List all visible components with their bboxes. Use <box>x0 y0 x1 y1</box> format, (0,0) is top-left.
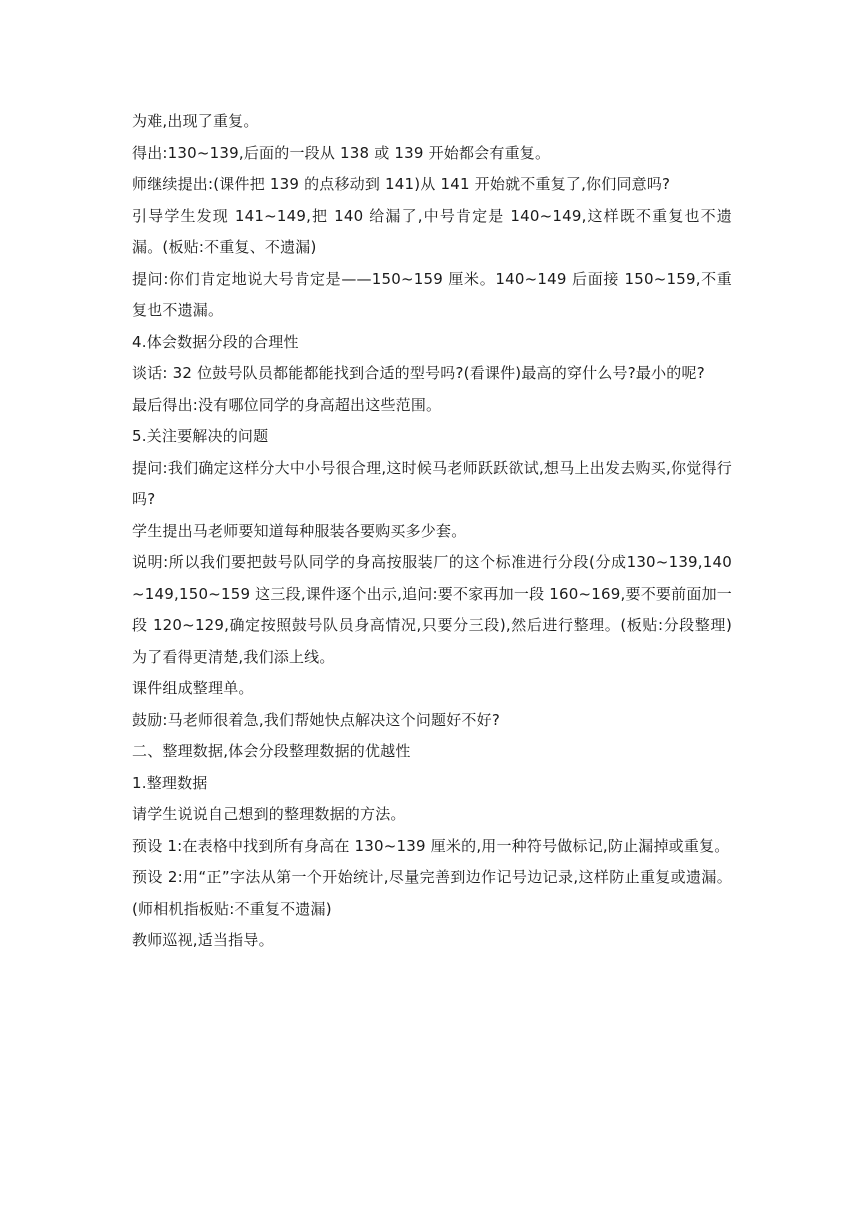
paragraph-conclusion-130-139: 得出:130~139,后面的一段从 138 或 139 开始都会有重复。 <box>132 143 551 162</box>
paragraph-talk: 谈话: 32 位鼓号队员都能都能找到合适的型号吗?(看课件)最高的穿什么号?最小的呢? <box>132 364 705 382</box>
paragraph-repetition: 为难,出现了重复。 <box>132 112 259 130</box>
paragraph-methods: 请学生说说自己想到的整理数据的方法。 <box>132 805 406 823</box>
section-heading-1: 1.整理数据 <box>132 773 208 792</box>
paragraph-final-conclusion: 最后得出:没有哪位同学的身高超出这些范围。 <box>132 395 442 414</box>
section-heading-5: 5.关注要解决的问题 <box>132 427 269 445</box>
paragraph-teacher-patrol: 教师巡视,适当指导。 <box>132 931 274 949</box>
paragraph-student-proposal: 学生提出马老师要知道每种服装各要购买多少套。 <box>132 521 467 540</box>
paragraph-guide-students: 引导学生发现 141~149,把 140 给漏了,中号肯定是 140~149,这样既不重复也不遗漏。(板贴:不重复、不遗漏) <box>132 206 732 256</box>
section-heading-4: 4.体会数据分段的合理性 <box>132 332 299 351</box>
paragraph-explanation: 说明:所以我们要把鼓号队同学的身高按服装厂的这个标准进行分段(分成130~139,140~149,150~159 这三段,课件逐个出示,追问:要不家再加一段 160~169,要不要前面加一段 120~129,确定按照鼓号队员身高情况,只要分三段),然后进行整理。(板贴:分段整理)为了看得更清楚,我们添上线。 <box>132 553 732 666</box>
paragraph-courseware: 课件组成整理单。 <box>132 679 254 697</box>
paragraph-preset-2: 预设 2:用“正”字法从第一个开始统计,尽量完善到边作记号边记录,这样防止重复或遗漏。(师相机指板贴:不重复不遗漏) <box>132 868 732 918</box>
section-heading-part-2: 二、整理数据,体会分段整理数据的优越性 <box>132 742 411 760</box>
paragraph-large-size: 提问:你们肯定地说大号肯定是——150~159 厘米。140~149 后面接 150~159,不重复也不遗漏。 <box>132 269 732 319</box>
paragraph-encourage: 鼓励:马老师很着急,我们帮她快点解决这个问题好不好? <box>132 710 500 729</box>
paragraph-question-purchase: 提问:我们确定这样分大中小号很合理,这时候马老师跃跃欲试,想马上出发去购买,你觉得行吗? <box>132 458 732 508</box>
paragraph-preset-1: 预设 1:在表格中找到所有身高在 130~139 厘米的,用一种符号做标记,防止漏掉或重复。 <box>132 836 730 855</box>
paragraph-teacher-question: 师继续提出:(课件把 139 的点移动到 141)从 141 开始就不重复了,你们同意吗? <box>132 175 671 193</box>
document-page <box>132 106 732 957</box>
